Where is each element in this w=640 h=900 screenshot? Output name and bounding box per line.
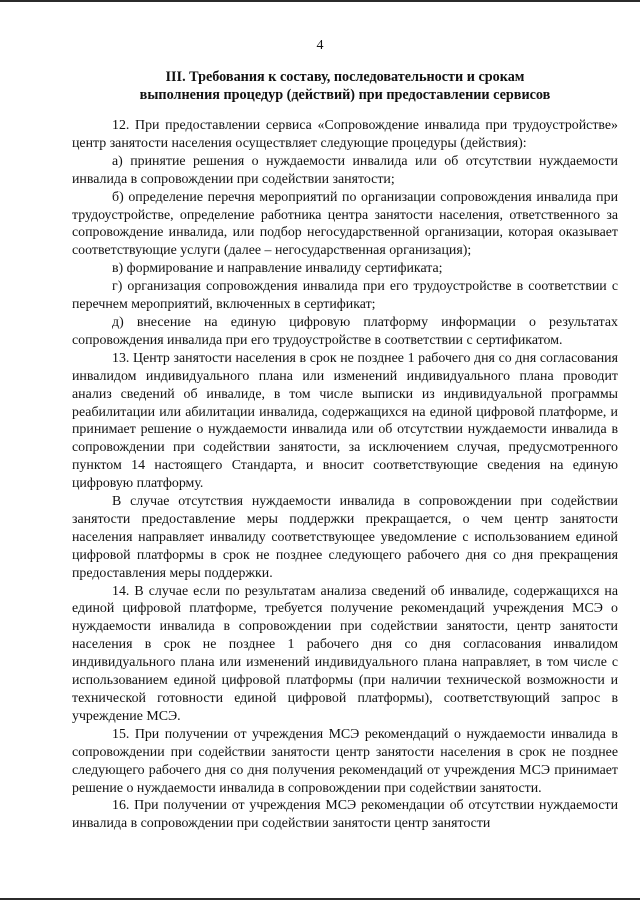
section-heading-line-2: выполнения процедур (действий) при предоставлении сервисов [139,87,551,103]
paragraph-12-g: г) организация сопровождения инвалида при его трудоустройстве в соответствии с перечнем мероприятий, включенных в сертификат; [72,279,618,313]
paragraph-14: 14. В случае если по результатам анализа сведений об инвалиде, содержащихся на единой цифровой платформе, требуется получение рекомендаций учреждения МСЭ о нуждаемости инвалида в сопровождении при содействии занятости, центр занятости населения в срок не позднее 1 рабочего дня со дня согласования инвалидом индивидуального плана или изменений индивидуального плана направляет, в том числе с использованием единой цифровой платформы (при наличии технической возможности и технической готовности единой цифровой платформы), соответствующий запрос в учреждение МСЭ. [72,583,618,724]
paragraph-12: 12. При предоставлении сервиса «Сопровождение инвалида при трудоустройстве» центр занятости населения осуществляет следующие процедуры (действия): [72,118,618,151]
section-heading [72,68,618,104]
scan-top-edge [0,0,640,2]
paragraph-12-v: в) формирование и направление инвалиду сертификата; [112,261,443,277]
paragraph-12-d: д) внесение на единую цифровую платформу информации о результатах сопровождения инвалида при его трудоустройстве в соответствии с сертификатом. [72,314,618,348]
paragraph-12-b: б) определение перечня мероприятий по организации сопровождения инвалида при трудоустройстве, определение работника центра занятости населения, ответственного за сопровождение инвалида, или подбор негосударственной организации, которая оказывает соответствующие услуги (далее – негосударственная организация); [72,189,618,259]
paragraph-13: 13. Центр занятости населения в срок не позднее 1 рабочего дня со дня согласования инвалидом индивидуального плана или изменений индивидуального плана проводит анализ сведений об инвалиде, в том числе выписки из индивидуальной программы реабилитации или абилитации инвалида, содержащихся на единой цифровой платформе, и принимает решение о нуждаемости инвалида или об отсутствии нуждаемости инвалида в сопровождении при содействии занятости, за исключением случая, предусмотренного пунктом 14 настоящего Стандарта, и вносит соответствующие сведения на единую цифровую платформу. [72,350,618,492]
paragraph-13-continued: В случае отсутствия нуждаемости инвалида в сопровождении при содействии занятости предоставление меры поддержки прекращается, о чем центр занятости населения направляет инвалиду соответствующее уведомление с использованием единой цифровой платформы в срок не позднее следующего рабочего дня со дня прекращения предоставления меры поддержки. [72,494,618,581]
body-text [72,117,618,833]
page-number: 4 [316,38,324,53]
section-heading-line-1: III. Требования к составу, последовательности и срокам [165,69,525,85]
paragraph-16: 16. При получении от учреждения МСЭ рекомендации об отсутствии нуждаемости инвалида в сопровождении при содействии занятости центр занятости [72,798,618,832]
paragraph-12-a: а) принятие решения о нуждаемости инвалида или об отсутствии нуждаемости инвалида в сопровождении при содействии занятости; [72,153,618,187]
paragraph-15: 15. При получении от учреждения МСЭ рекомендаций о нуждаемости инвалида в сопровождении при содействии занятости центр занятости населения в срок не позднее следующего рабочего дня со дня получения рекомендаций от учреждения МСЭ принимает решение о нуждаемости инвалида в сопровождении при содействии занятости. [72,726,618,796]
